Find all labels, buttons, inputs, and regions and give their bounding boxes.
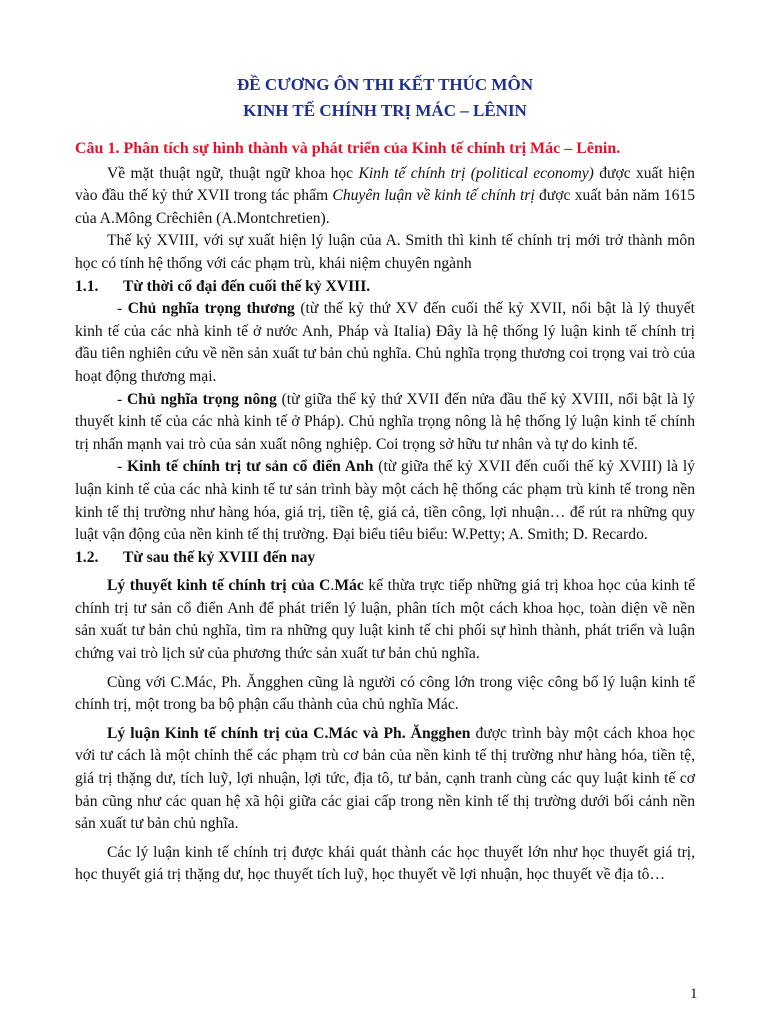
para1-italic-2: Chuyên luận về kinh tế chính trị — [332, 187, 535, 205]
paragraph-engels: Cùng với C.Mác, Ph. Ăngghen cũng là người có công lớn trong việc công bố lý luận kinh tế chính trị, một trong ba bộ phận cấu thành của chủ nghĩa Mác. — [75, 673, 695, 714]
paragraph-summary: Các lý luận kinh tế chính trị được khái quát thành các học thuyết lớn như học thuyết giá trị, học thuyết giá trị thặng dư, học thuyết tích luỹ, học thuyết về lợi nhuận, học thuyết về địa tô… — [75, 843, 695, 884]
term-marx-engels: Lý luận Kinh tế chính trị của C.Mác và Ph. Ăngghen — [107, 724, 471, 742]
section-number: 1.2. — [75, 548, 99, 566]
term-marx: Mác — [334, 577, 364, 595]
section-heading-1-2 — [75, 547, 695, 570]
marx-theory-text: kế thừa trực tiếp những giá trị khoa học của kinh tế chính trị tư sản cổ điển Anh để phát triển lý luận, phân tích một cách khoa học, toàn diện về nền sản xuất tư bản chủ nghĩa, tìm ra những quy luật kinh tế chi phối sự hình thành, phát triển và luận chứng vai trò lịch sử của phương thức sản xuất tư bản chủ nghĩa. — [75, 577, 695, 663]
para1-italic-1: Kinh tế chính trị (political economy) — [358, 164, 594, 182]
para1-text-3: được xuất bản năm 1615 của A.Mông Crêchiên (A.Montchretien). — [75, 187, 695, 227]
section-title: Từ thời cổ đại đến cuối thế kỷ XVIII. — [123, 277, 371, 295]
marx-engels-text: được trình bày một cách khoa học với tư cách là một chỉnh thể các phạm trù cơ bản của nền kinh tế thị trường như hàng hóa, tiền tệ, giá trị thặng dư, tích luỹ, lợi nhuận, lợi tức, địa tô, tư bản, cạnh tranh cùng các quy luật kinh tế cơ bản cũng như các quan hệ xã hội giữa các giai cấp trong nền kinh tế thị trường dưới bối cảnh nền sản xuất tư bản chủ nghĩa. — [75, 724, 695, 833]
page-number: 1 — [690, 986, 698, 1002]
question-heading: Câu 1. Phân tích sự hình thành và phát triển của Kinh tế chính trị Mác – Lênin. — [75, 140, 621, 157]
marx-dot: . — [330, 577, 335, 595]
title-line-2: KINH TẾ CHÍNH TRỊ MÁC – LÊNIN — [243, 101, 527, 120]
term-mercantilism: Chủ nghĩa trọng thương — [127, 300, 295, 318]
paragraph-terminology — [75, 163, 695, 231]
paragraph-mercantilism — [75, 298, 695, 388]
para1-text-1: Về mặt thuật ngữ, thuật ngữ khoa học — [107, 164, 359, 182]
term-marx-theory: Lý thuyết kinh tế chính trị của C — [107, 577, 331, 595]
para1-text-2: được xuất hiện vào đầu thế kỷ thứ XVII trong tác phẩm — [75, 164, 695, 205]
document-title — [75, 72, 695, 124]
physiocracy-text: (từ giữa thế kỷ thứ XVII đến nửa đầu thế kỷ XVIII, nổi bật là lý thuyết kinh tế của các nhà kinh tế ở Pháp). Chủ nghĩa trọng nông là hệ thống lý luận kinh tế chính trị nhấn mạnh vai trò của sản xuất nông nghiệp. Coi trọng sở hữu tư nhân và tự do kinh tế. — [75, 390, 695, 453]
section-number: 1.1. — [75, 277, 99, 295]
bullet-dash: - — [117, 300, 128, 318]
document-page — [75, 72, 695, 887]
bullet-dash: - — [117, 390, 128, 408]
term-physiocracy: Chủ nghĩa trọng nông — [127, 390, 277, 408]
bullet-dash: - — [117, 458, 128, 476]
paragraph-smith: Thế kỷ XVIII, với sự xuất hiện lý luận của A. Smith thì kinh tế chính trị mới trở thành môn học có tính hệ thống với các phạm trù, khái niệm chuyên ngành — [75, 232, 695, 272]
classical-text: (từ giữa thế kỷ XVII đến cuối thế kỷ XVIII) là lý luận kinh tế của các nhà kinh tế tư sản trình bày một cách hệ thống các phạm trù kinh tế trong nền kinh tế thị trường như hàng hóa, giá trị, tiền tệ, giá cả, tiền công, lợi nhuận… để rút ra những quy luật vận động của nền kinh tế thị trường. Đại biểu tiêu biểu: W.Petty; A. Smith; D. Recardo. — [75, 458, 696, 544]
paragraph-marx-engels — [75, 723, 695, 836]
paragraph-classical — [75, 456, 695, 546]
title-line-1: ĐỀ CƯƠNG ÔN THI KẾT THÚC MÔN — [237, 75, 533, 94]
mercantilism-text: (từ thế kỷ thứ XV đến cuối thế kỷ XVII, nổi bật là lý thuyết kinh tế của các nhà kinh tế ở nước Anh, Pháp và Italia) Đây là hệ thống lý luận kinh tế chính trị đầu tiên nghiên cứu về nền sản xuất tư bản chủ nghĩa. Chủ nghĩa trọng thương coi trọng vai trò của hoạt động thương mại. — [75, 300, 695, 385]
term-classical-economics: Kinh tế chính trị tư sản cổ điển Anh — [127, 458, 374, 476]
section-title: Từ sau thế kỷ XVIII đến nay — [123, 548, 316, 566]
paragraph-marx-theory — [75, 575, 695, 665]
section-heading-1-1 — [75, 276, 695, 299]
paragraph-physiocracy — [75, 389, 695, 457]
